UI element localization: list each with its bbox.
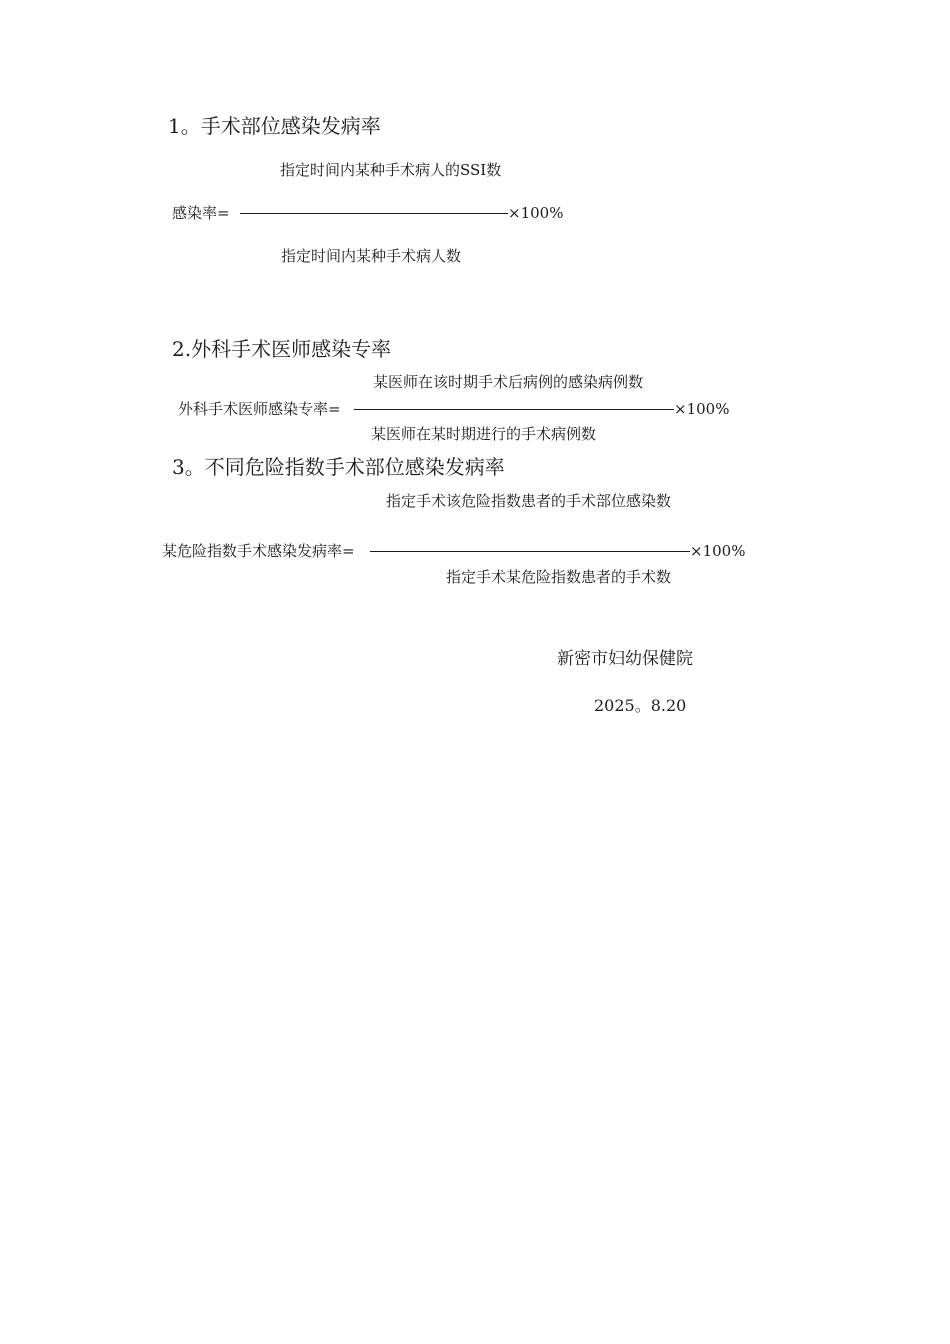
section3-lhs: 某危险指数手术感染发病率= [162, 542, 355, 560]
section2-denominator: 某医师在某时期进行的手术病例数 [371, 425, 597, 443]
section3-denominator: 指定手术某危险指数患者的手术数 [446, 568, 672, 586]
organization-name: 新密市妇幼保健院 [557, 649, 693, 669]
section3-multiplier: ×100% [690, 542, 746, 560]
section2-lhs: 外科手术医师感染专率= [178, 400, 341, 418]
section3-heading: 3。不同危险指数手术部位感染发病率 [172, 455, 505, 479]
section2-fraction-bar [354, 409, 674, 410]
section1-denominator: 指定时间内某种手术病人数 [281, 247, 462, 265]
section3-numerator: 指定手术该危险指数患者的手术部位感染数 [386, 492, 672, 510]
document-date: 2025。8.20 [594, 696, 687, 715]
section1-lhs: 感染率= [172, 204, 230, 222]
section1-heading: 1。手术部位感染发病率 [168, 114, 381, 138]
section2-heading: 2.外科手术医师感染专率 [172, 337, 392, 361]
section2-multiplier: ×100% [674, 400, 730, 418]
section3-fraction-bar [370, 551, 690, 552]
section1-fraction-bar [240, 213, 508, 214]
section1-numerator: 指定时间内某种手术病人的SSI数 [280, 161, 502, 179]
section2-numerator: 某医师在该时期手术后病例的感染病例数 [373, 373, 644, 391]
section1-multiplier: ×100% [508, 204, 564, 222]
